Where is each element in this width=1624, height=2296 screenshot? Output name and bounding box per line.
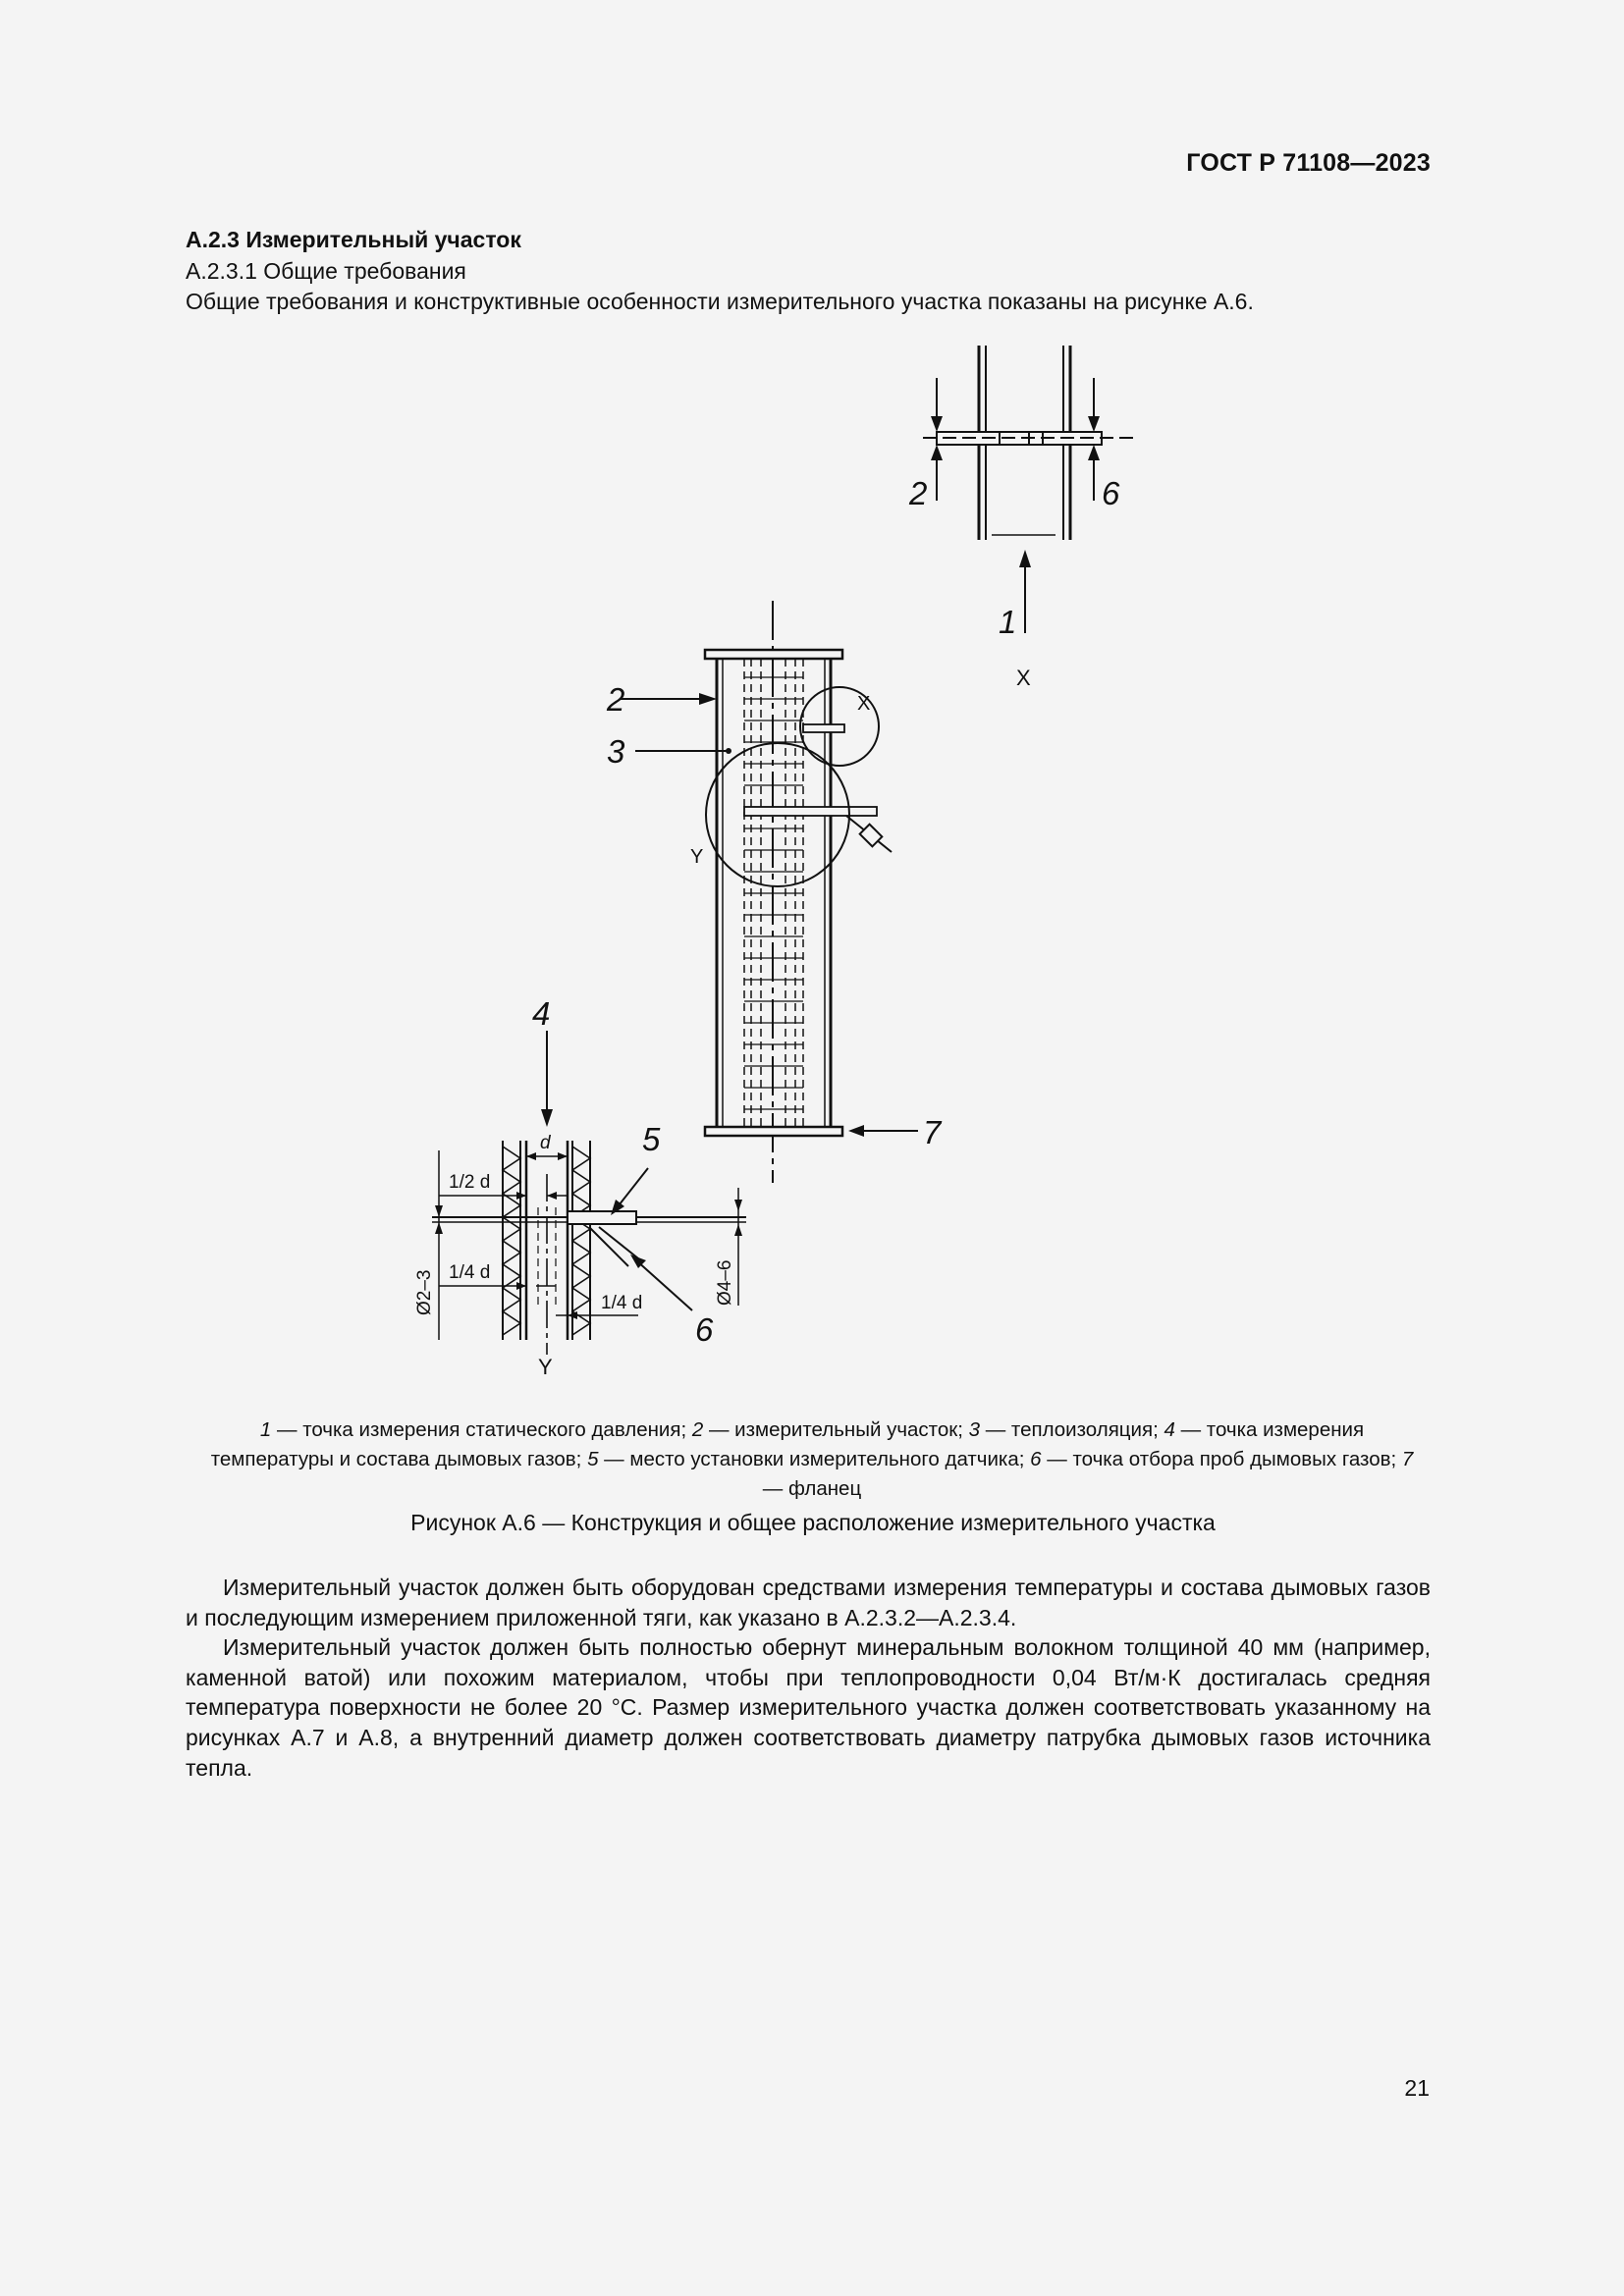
- dim-dia-small: Ø2–3: [414, 1269, 435, 1315]
- legend-text-6: — точка отбора проб дымовых газов;: [1041, 1448, 1402, 1470]
- paragraph-2: Измерительный участок должен быть полностью обернут минеральным волокном толщиной 40 мм (например, каменной ватой) или похожим материалом, чтобы при теплопроводности 0,04 Вт/м·К достигалась средняя температура поверхности не более 20 °С. Размер измерительного участка должен соответствовать указанному на рисунках А.7 и А.8, а внутренний диаметр должен соответствовать диаметру патрубка дымовых газов источника тепла.: [186, 1634, 1431, 1781]
- label-5: 5: [642, 1121, 661, 1157]
- legend-text-4: — точка измерения температуры и состава дымовых газов;: [210, 1418, 1365, 1470]
- legend-text-2: — измерительный участок;: [703, 1418, 969, 1441]
- legend-num-5: 5: [587, 1448, 599, 1470]
- label-2-detail: 2: [909, 475, 928, 511]
- standard-designation: ГОСТ Р 71108—2023: [1186, 149, 1431, 177]
- label-1: 1: [999, 604, 1017, 640]
- dim-quarter-d-right: 1/4 d: [601, 1293, 643, 1313]
- detail-y-marker: Y: [690, 846, 704, 868]
- legend-num-1: 1: [259, 1418, 272, 1441]
- figure-caption: Рисунок А.6 — Конструкция и общее расположение измерительного участка: [410, 1510, 1216, 1535]
- label-6-detail: 6: [1102, 475, 1120, 511]
- label-6-detail-y: 6: [695, 1311, 714, 1348]
- legend-num-6: 6: [1030, 1448, 1042, 1470]
- dim-half-d: 1/2 d: [449, 1172, 491, 1193]
- section-heading: А.2.3 Измерительный участок: [186, 227, 521, 252]
- label-2-main: 2: [607, 681, 625, 718]
- detail-x-title: X: [1016, 666, 1031, 690]
- detail-y-view: [432, 1031, 746, 1355]
- detail-x-marker: X: [857, 693, 871, 715]
- paragraph-1: Измерительный участок должен быть оборудован средствами измерения температуры и состава дымовых газов и последующим измерением приложенной тяги, как указано в А.2.3.2—А.2.3.4.: [186, 1575, 1431, 1630]
- legend-text-3: — теплоизоляция;: [980, 1418, 1164, 1441]
- measuring-section: [621, 601, 918, 1183]
- legend-num-3: 3: [968, 1418, 981, 1441]
- legend-num-7: 7: [1401, 1448, 1414, 1470]
- dim-d: d: [540, 1133, 551, 1153]
- figure-a6-drawing: [373, 339, 1218, 1384]
- legend-text-1: — точка измерения статического давления;: [271, 1418, 692, 1441]
- intro-paragraph: Общие требования и конструктивные особенности измерительного участка показаны на рисунке А.6.: [186, 289, 1254, 314]
- legend-text-5: — место установки измерительного датчика;: [598, 1448, 1031, 1470]
- dim-dia-large: Ø4–6: [715, 1259, 735, 1306]
- legend-num-4: 4: [1164, 1418, 1175, 1441]
- legend-text-7: — фланец: [762, 1477, 862, 1500]
- subsection-heading: А.2.3.1 Общие требования: [186, 258, 466, 284]
- page-number: 21: [1404, 2075, 1430, 2101]
- label-4: 4: [532, 995, 551, 1032]
- label-7: 7: [923, 1114, 942, 1150]
- body-text: [186, 1573, 1431, 1783]
- label-3: 3: [607, 733, 625, 770]
- legend-num-2: 2: [691, 1418, 704, 1441]
- detail-y-title: Y: [538, 1355, 553, 1379]
- figure-legend: [208, 1415, 1416, 1504]
- dim-quarter-d-left: 1/4 d: [449, 1262, 491, 1283]
